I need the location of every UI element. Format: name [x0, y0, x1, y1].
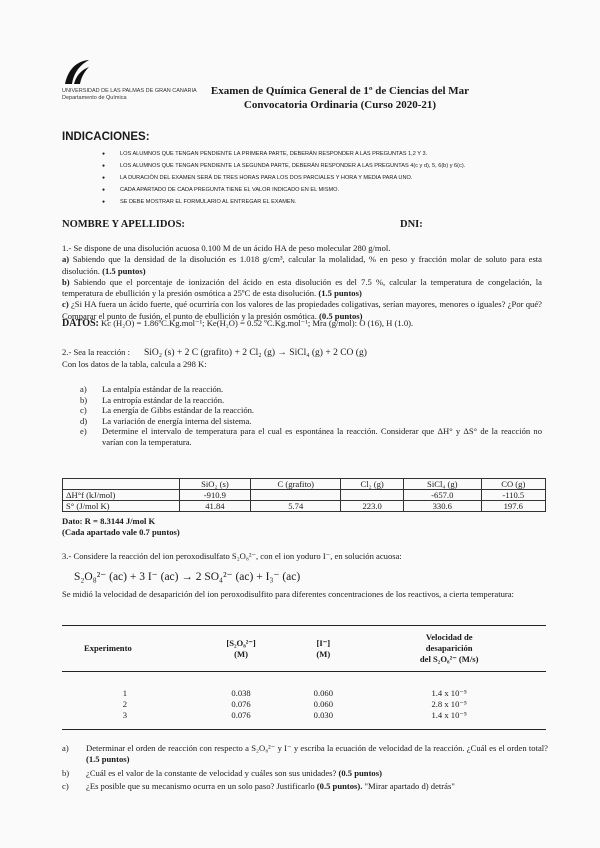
- q3-a: [62, 743, 548, 766]
- q1-c-points: (0.5 puntos): [319, 310, 363, 321]
- kinetics-cell: 2.8 x 10⁻⁵: [431, 699, 467, 709]
- q2-item: [80, 416, 542, 427]
- q2-item-text: Determine el intervalo de temperatura para el cual es espontánea la reacción. Considerar que ΔH° y ΔS° de la reacción no varían con la temperatura.: [102, 426, 542, 447]
- indicacion-item: ● SE DEBE MOSTRAR EL FORMULARIO AL ENTREGAR EL EXAMEN.: [100, 196, 560, 208]
- q1-block: [62, 243, 542, 322]
- q3-b-label: b): [62, 767, 70, 778]
- kinetics-row: [62, 710, 546, 730]
- q1-c-label: c): [62, 299, 69, 310]
- h2a: [S₂O₈²⁻]: [226, 637, 256, 648]
- q2-item: [80, 405, 542, 416]
- q3-b: [62, 768, 548, 779]
- q3-c-tail: "Mirar apartado d) detrás": [362, 780, 455, 791]
- thermo-header: SiO₂ (s): [179, 479, 251, 490]
- h3b: (M): [316, 648, 331, 659]
- kinetics-row: [62, 672, 546, 700]
- nombre-label: NOMBRE Y APELLIDOS:: [62, 219, 185, 230]
- kinetics-header: Experimento: [84, 643, 132, 653]
- q3-c: [62, 781, 548, 792]
- dni-label: DNI:: [400, 219, 423, 230]
- q2-item-label: a): [80, 384, 87, 394]
- q3-b-points: (0.5 puntos): [338, 767, 382, 778]
- thermo-cell: 5.74: [251, 501, 341, 512]
- q3-intro: 3.- Considere la reacción del ion peroxodisulfato S₂O₈²⁻, con el ion yoduro I⁻, en solución acuosa:: [62, 551, 402, 561]
- university-line: UNIVERSIDAD DE LAS PALMAS DE GRAN CANARIA: [62, 88, 197, 94]
- thermo-header: [63, 479, 180, 490]
- title-line-1: Examen de Química General de 1º de Ciencias del Mar: [210, 85, 470, 97]
- q3-a-points: (1.5 puntos): [86, 754, 130, 765]
- q3-a-label: a): [62, 743, 69, 753]
- q2-intro-line: [62, 347, 542, 359]
- kinetics-header-row: [62, 626, 546, 672]
- indicaciones-heading: INDICACIONES:: [62, 131, 150, 143]
- exam-title: [180, 84, 500, 112]
- q3-b-text: ¿Cuál es el valor de la constante de velocidad y cuáles son sus unidades?: [86, 767, 339, 778]
- q1-c-text: ¿Si HA fuera un ácido fuerte, qué ocurriría con los valores de las propiedades coligativas, serían mayores, menores o iguales? ¿Por qué? Comparar el punto de fusión, el punto de ebullición y la presión osmótica.: [62, 299, 542, 321]
- q3-a-text: Determinar el orden de reacción con respecto a S₂O₈²⁻ y I⁻ y escriba la ecuación de velocidad de la reacción. ¿Cuál es el orden total?: [86, 743, 548, 753]
- kinetics-cell: 0.060: [313, 699, 333, 709]
- kinetics-cell: 0.038: [231, 688, 251, 698]
- q3-questions: [62, 743, 548, 794]
- kinetics-header: [352, 626, 546, 672]
- kinetics-cell: 1.4 x 10⁻⁵: [431, 688, 467, 698]
- indicacion-item: ● LOS ALUMNOS QUE TENGAN PENDIENTE LA PRIMERA PARTE, DEBERÁN RESPONDER A LAS PREGUNTAS 1,2 Y 3.: [100, 148, 560, 160]
- thermo-header: Cl₂ (g): [341, 479, 404, 490]
- thermo-cell: 197.6: [481, 501, 545, 512]
- h4c: del S₂O₈²⁻ (M/s): [419, 654, 479, 664]
- q2-line2: Con los datos de la tabla, calcula a 298 K:: [62, 359, 207, 370]
- datos-text: Kc (H₂O) = 1.86ºC.Kg.mol⁻¹; Ke(H₂O) = 0.52 ºC.Kg.mol⁻¹; Mra (g/mol): O (16), H (1.0).: [98, 318, 414, 328]
- indicaciones-list: [100, 148, 560, 208]
- kinetics-cell: 1.4 x 10⁻⁵: [431, 710, 467, 720]
- q3-c-text: ¿Es posible que su mecanismo ocurra en un solo paso? Justificarlo: [86, 780, 317, 791]
- thermo-cell: -910.9: [179, 490, 251, 501]
- q1-intro: 1.- Se dispone de una disolución acuosa 0.100 M de un ácido HA de peso molecular 280 g/mol.: [62, 243, 391, 253]
- h4b: desaparición: [425, 643, 473, 653]
- thermo-cell: [341, 490, 404, 501]
- q2-item-label: c): [80, 405, 87, 416]
- q1-a: [62, 254, 542, 277]
- q2-intro: 2.- Sea la reacción :: [62, 347, 130, 357]
- thermo-cell: 223.0: [341, 501, 404, 512]
- thermo-header: SiCl₄ (g): [404, 479, 482, 490]
- q3-line2: Se midió la velocidad de desaparición del ion peroxodisulfito para diferentes concentraciones de los reactivos, a cierta temperatura:: [62, 589, 514, 599]
- q2-intro-block: [62, 347, 542, 371]
- q1-b-text: Sabiendo que el porcentaje de ionización del ácido en esta disolución es del 7.5 %, calcular la temperatura de congelación, la temperatura de ebullición y la presión osmótica a 25ºC de esta disolución.: [62, 276, 542, 299]
- q2-item-text: La energía de Gibbs estándar de la reacción.: [102, 405, 255, 416]
- university-name: [62, 88, 197, 102]
- title-line-2: Convocatoria Ordinaria (Curso 2020-21): [243, 99, 437, 111]
- q2-item-text: La entropía estándar de la reacción.: [102, 394, 225, 405]
- thermo-cell: -110.5: [481, 490, 545, 501]
- kinetics-table: [62, 625, 546, 730]
- department-line: Departamento de Química: [62, 95, 127, 101]
- q1-a-label: a): [62, 254, 70, 265]
- q1-b-points: (1.5 puntos): [318, 288, 362, 299]
- q2-reaction: SiO₂ (s) + 2 C (grafito) + 2 Cl₂ (g) → SiCl₄ (g) + 2 CO (g): [144, 348, 367, 358]
- thermo-cell: [251, 490, 341, 501]
- q2-item: [80, 395, 542, 406]
- kinetics-cell: 0.076: [231, 710, 251, 720]
- h2b: (M): [234, 648, 248, 659]
- q1-b-label: b): [62, 276, 70, 287]
- thermo-row: [63, 490, 546, 501]
- q2-item-label: e): [80, 426, 87, 437]
- q1-a-text: Sabiendo que la densidad de la disolución es 1.018 g/cm³, calcular la molalidad, % en peso y fracción molar de soluto para esta disolución.: [62, 254, 542, 276]
- kinetics-cell: 3: [122, 710, 128, 720]
- kinetics-cell: 0.076: [231, 699, 251, 709]
- q3-c-label: c): [62, 780, 69, 791]
- kinetics-row: [62, 699, 546, 710]
- indicacion-item: ● CADA APARTADO DE CADA PREGUNTA TIENE EL VALOR INDICADO EN EL MISMO.: [100, 184, 560, 196]
- datos-label: DATOS:: [62, 318, 99, 329]
- q2-item: [80, 426, 542, 447]
- thermo-header: CO (g): [481, 479, 545, 490]
- kinetics-header: [294, 626, 352, 672]
- indicacion-item: ● LOS ALUMNOS QUE TENGAN PENDIENTE LA SEGUNDA PARTE, DEBERÁN RESPONDER A LAS PREGUNTAS 4(c y d), 5, 6(b) y 6(c).: [100, 160, 560, 172]
- indicacion-item: ● LA DURACIÓN DEL EXAMEN SERÁ DE TRES HORAS PARA LOS DOS PARCIALES Y HORA Y MEDIA PARA UNO.: [100, 172, 560, 184]
- thermo-cell: 330.6: [404, 501, 482, 512]
- thermo-header: C (grafito): [251, 479, 341, 490]
- q2-dato: Dato: R = 8.3144 J/mol K: [62, 516, 156, 526]
- q1-datos: [62, 318, 542, 329]
- q3-equation: S₂O₈²⁻ (ac) + 3 I⁻ (ac) → 2 SO₄²⁻ (ac) + I₃⁻ (ac): [74, 571, 301, 583]
- q1-a-points: (1.5 puntos): [102, 265, 146, 276]
- kinetics-cell: 2: [122, 699, 128, 709]
- thermo-table: [62, 478, 546, 512]
- h3a: [I⁻]: [316, 637, 331, 648]
- q2-footer: [62, 516, 542, 539]
- thermo-cell: -657.0: [404, 490, 482, 501]
- university-logo-icon: [62, 58, 92, 86]
- q2-item-text: La variación de energía interna del sistema.: [102, 415, 252, 426]
- thermo-header-row: [63, 479, 546, 490]
- q2-item-label: b): [80, 394, 88, 405]
- q2-item-text: La entalpía estándar de la reacción.: [102, 384, 224, 394]
- kinetics-cell: 0.060: [313, 688, 333, 698]
- thermo-cell: ΔH°f (kJ/mol): [63, 490, 180, 501]
- kinetics-cell: 1: [122, 688, 128, 698]
- kinetics-header: [188, 626, 294, 672]
- q2-item-label: d): [80, 415, 88, 426]
- q2-note: (Cada apartado vale 0.7 puntos): [62, 527, 180, 538]
- thermo-cell: 41.84: [179, 501, 251, 512]
- q1-b: [62, 277, 542, 300]
- q2-items: [80, 384, 542, 448]
- thermo-row: [63, 501, 546, 512]
- q2-item: [80, 384, 542, 395]
- kinetics-cell: 0.030: [313, 710, 333, 720]
- thermo-cell: S° (J/mol K): [63, 501, 180, 512]
- h4a: Velocidad de: [425, 632, 473, 642]
- q3-c-points: (0.5 puntos).: [316, 780, 363, 791]
